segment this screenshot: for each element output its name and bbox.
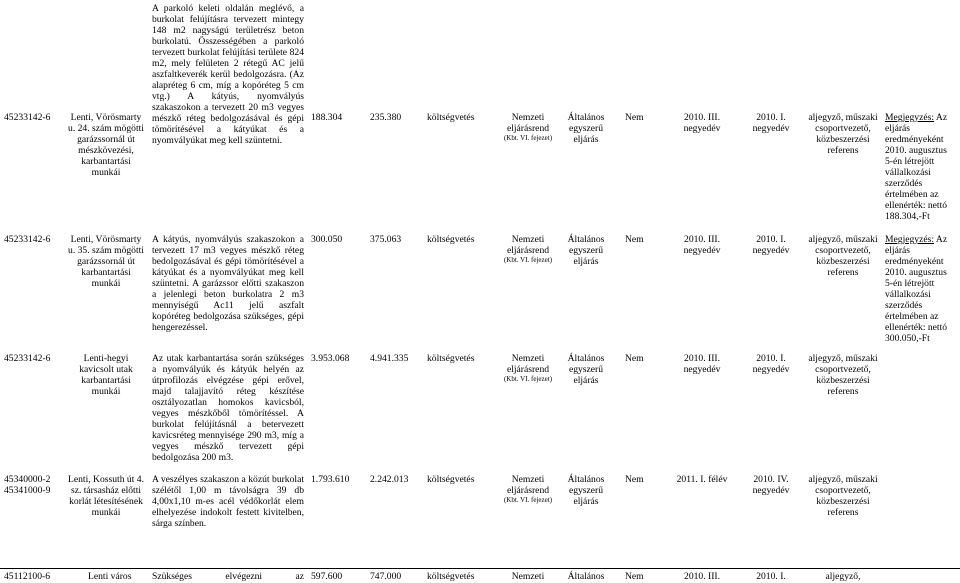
gross-value: 375.063: [370, 234, 402, 245]
contact-role: aljegyző,: [825, 571, 861, 582]
work-description: A parkoló keleti oldalán meglévő, a burkolat felújításra tervezett mintegy 148 m2 nagyságú területrész beton burkolatú. Összességében a parkoló tervezett burkolat felújítási területe 824 m2, mely felületen 2 rétegű AC jelű aszfaltkeverék kerül bedolgozásra. (Az alapréteg 6 cm, míg a kopóréteg 5 cm vtg.) A kátyús, nyomvályús szakaszokon a tervezett 20 m3 vegyes mészkő réteg bedolgozásával és gépi tömörítésével a kátyúkat és a nyomvályúkat meg kell szüntetni.: [152, 3, 304, 146]
procedure-sub: (Kbt. VI. fejezet): [503, 496, 553, 504]
framework-flag: Nem: [625, 571, 644, 582]
work-description: [152, 571, 304, 582]
contact-role: aljegyző, műszaki csoportvezető, közbeszerzési referens: [808, 474, 878, 518]
procedure-type: Általános egyszerű eljárás: [567, 353, 605, 386]
work-description-text: Szükséges elvégezni az: [152, 571, 304, 582]
procedure-main: Nemzeti eljárásrend: [506, 234, 550, 256]
remark-heading: Megjegyzés:: [885, 234, 935, 245]
gross-value: 235.380: [370, 112, 402, 123]
procedure-main: Nemzeti: [511, 571, 545, 582]
cpv-code: [4, 474, 60, 496]
location-title: Lenti város: [88, 571, 132, 582]
framework-flag: Nem: [625, 353, 644, 364]
contact-role: aljegyző, műszaki csoportvezető, közbeszerzési referens: [808, 353, 878, 397]
end-date: 2010. I. negyedév: [752, 234, 790, 256]
remark: [885, 112, 957, 222]
end-date: 2010. IV. negyedév: [752, 474, 790, 496]
funding-source: költségvetés: [427, 353, 475, 364]
contact-role: aljegyző, műszaki csoportvezető, közbeszerzési referens: [808, 234, 878, 278]
funding-source: költségvetés: [427, 112, 475, 123]
end-date: 2010. I.: [756, 571, 786, 582]
contact-role: aljegyző, műszaki csoportvezető, közbeszerzési referens: [808, 112, 878, 156]
net-value: 188.304: [311, 112, 343, 123]
cpv-code: 45112100-6: [4, 571, 51, 582]
procedure-sub: (Kbt. VI. fejezet): [503, 134, 553, 142]
row-divider: [0, 568, 960, 569]
funding-source: költségvetés: [427, 474, 475, 485]
end-date: 2010. I. negyedév: [752, 112, 790, 134]
gross-value: 4.941.335: [370, 353, 409, 364]
procedure-main: Nemzeti eljárásrend: [506, 353, 550, 375]
location-title: Lenti, Vörösmarty u. 35. szám mögötti garázssornál út karbantartási munkái: [68, 234, 144, 289]
gross-value: 747.000: [370, 571, 402, 582]
framework-flag: Nem: [625, 234, 644, 245]
net-value: 300.050: [311, 234, 343, 245]
procedure-type: Általános egyszerű eljárás: [567, 112, 605, 145]
framework-flag: Nem: [625, 474, 644, 485]
start-date: 2010. III. negyedév: [683, 112, 721, 134]
cpv-code-line: 45233142-6: [4, 112, 51, 123]
remark-heading: Megjegyzés:: [885, 112, 935, 123]
work-description: A kátyús, nyomvályús szakaszokon a tervezett 17 m3 vegyes mészkő réteg bedolgozásával és gépi tömörítésével a kátyúkat és a nyomvályúkat meg kell szüntetni. A garázssor előtti szakaszon a jelenlegi beton burkolatra 2 m3 mennyiségű Ac11 jelű aszfalt kopóréteg bedolgozása szükséges, gépi hengerezéssel.: [152, 234, 304, 333]
start-date: 2010. III. negyedév: [683, 234, 721, 256]
cpv-code-line: 45340000-2: [4, 474, 51, 485]
gross-value: 2.242.013: [370, 474, 409, 485]
location-title: Lenti, Vörösmarty u. 24. szám mögötti garázssornál út mészkövezési, karbantartási munkái: [68, 112, 144, 178]
procedure-regime: [503, 234, 553, 264]
net-value: 597.600: [311, 571, 343, 582]
location-title: Lenti-hegyi kavicsolt utak karbantartási munkái: [79, 353, 133, 397]
work-description: A veszélyes szakaszon a közút burkolat szélétől 1,00 m távolságra 39 db 4,00x1,10 m-es acél védőkorlát elem elhelyezése indokolt festett kivitelben, sárga színben.: [152, 474, 304, 529]
cpv-code: [4, 353, 60, 364]
cpv-code-line: 45341000-9: [4, 485, 51, 496]
start-date: 2010. III. negyedév: [683, 353, 721, 375]
cpv-code: [4, 112, 60, 123]
net-value: 3.953.068: [311, 353, 350, 364]
procedure-sub: (Kbt. VI. fejezet): [503, 375, 553, 383]
procedure-main: Nemzeti eljárásrend: [506, 112, 550, 134]
start-date: 2011. I. félév: [676, 474, 728, 485]
work-description: Az utak karbantartása során szükséges a nyomvályúk és kátyúk helyén az útprofilozás elvégzése gépi erővel, majd talajjavító réteg készítése osztályozatlan homokos kavicsból, vegyes mészkőből tömörítéssel. A burkolat felújításnál a betervezett kavicsréteg mennyisége 290 m3, míg a vegyes mészkő tervezett gépi bedolgozása 200 m3.: [152, 353, 304, 463]
cpv-code-line: 45233142-6: [4, 353, 51, 364]
procedure-regime: [503, 353, 553, 383]
procedure-regime: [503, 112, 553, 142]
remark-text: Az eljárás eredményeként 2010. augusztus 5-én létrejött vállalkozási szerződés értelmében az ellenérték: nettó 188.304,-Ft: [885, 112, 948, 222]
location-title: Lenti, Kossuth út 4. sz. társasház előtti korlát létesítésének munkái: [68, 474, 144, 518]
procedure-sub: (Kbt. VI. fejezet): [503, 256, 553, 264]
procedure-type: Általános egyszerű eljárás: [567, 474, 605, 507]
end-date: 2010. I. negyedév: [752, 353, 790, 375]
start-date: 2010. III.: [684, 571, 720, 582]
procedure-regime: [503, 474, 553, 504]
net-value: 1.793.610: [311, 474, 350, 485]
remark: [885, 234, 957, 344]
procedure-main: Nemzeti eljárásrend: [506, 474, 550, 496]
funding-source: költségvetés: [427, 234, 475, 245]
framework-flag: Nem: [625, 112, 644, 123]
cpv-code: [4, 234, 60, 245]
procedure-type: Általános: [567, 571, 605, 582]
remark-text: Az eljárás eredményeként 2010. augusztus 5-én létrejött vállalkozási szerződés értelmében az ellenérték: nettó 300.050,-Ft: [885, 234, 948, 344]
cpv-code-line: 45233142-6: [4, 234, 51, 245]
procedure-type: Általános egyszerű eljárás: [567, 234, 605, 267]
funding-source: költségvetés: [427, 571, 475, 582]
